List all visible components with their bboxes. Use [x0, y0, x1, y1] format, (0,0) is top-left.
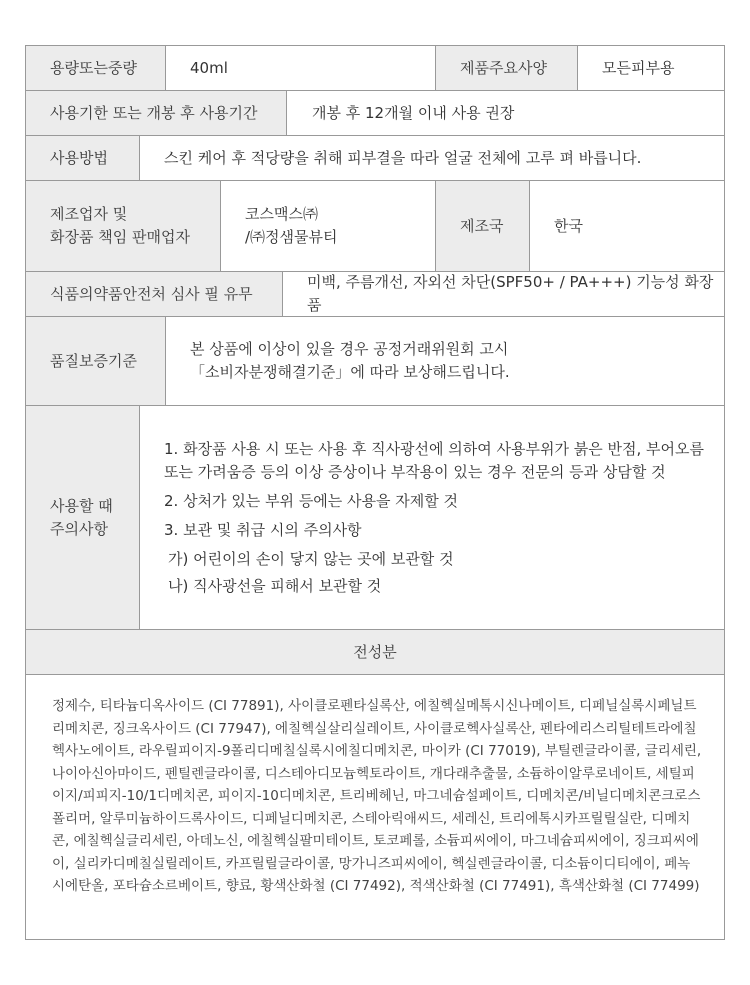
product-info-table	[25, 45, 725, 940]
caution-item-1	[164, 438, 704, 484]
quality-value-line2: 「소비자분쟁해결기준」에 따라 보상해드립니다.	[190, 363, 510, 381]
maker-label-line1: 제조업자 및	[50, 205, 128, 223]
mfds-label: 식품의약품안전처 심사 필 유무	[26, 272, 283, 316]
caution-item-3a: 가) 어린이의 손이 닿지 않는 곳에 보관할 것	[168, 549, 454, 568]
caution-item-1-line1: 1. 화장품 사용 시 또는 사용 후 직사광선에 의하여 사용부위가 붉은 반점, 부어오름	[164, 439, 704, 458]
row-usage	[26, 136, 724, 181]
ingredients-label: 전성분	[26, 630, 724, 674]
usage-label: 사용방법	[26, 136, 140, 180]
caution-label-line1: 사용할 때	[50, 496, 113, 515]
row-mfds	[26, 272, 724, 317]
maker-value	[221, 181, 435, 271]
caution-item-2: 2. 상처가 있는 부위 등에는 사용을 자제할 것	[164, 491, 459, 510]
row-caution	[26, 406, 724, 630]
caution-label	[26, 406, 140, 629]
volume-label: 용량또는중량	[26, 46, 166, 90]
caution-label-line2: 주의사항	[50, 519, 108, 538]
row-expiry	[26, 91, 724, 136]
caution-list	[140, 406, 724, 629]
quality-value	[166, 317, 724, 405]
row-maker	[26, 181, 724, 272]
expiry-label: 사용기한 또는 개봉 후 사용기간	[26, 91, 287, 135]
row-volume	[26, 46, 724, 91]
ingredients-text: 정제수, 티타늄디옥사이드 (CI 77891), 사이클로펜타실록산, 에칠헥실메톡시신나메이트, 디페닐실록시페닐트리메치콘, 징크옥사이드 (CI 77947), 에칠헥실살리실레이트, 사이클로헥사실록산, 펜타에리스리틸테트라에칠헥사노에이트, 라우릴피이지-9폴리디메칠실록시에칠디메치콘, 마이카 (CI 77019), 부틸렌글라이콜, 글리세린, 나이아신아마이드, 펜틸렌글라이콜, 디스테아디모늄헥토라이트, 개다래추출물, 소듐하이알루로네이트, 세틸피이지/피피지-10/1디메치콘, 피이지-10디메치콘, 트리베헤닌, 마그네슘설페이트, 디메치콘/비닐디메치콘크로스폴리머, 알루미늄하이드록사이드, 디페닐디메치콘, 스테아릭애씨드, 세레신, 트리에톡시카프릴릴실란, 디메치콘, 에칠헥실글리세린, 아데노신, 에칠헥실팔미테이트, 토코페롤, 소듐피씨에이, 마그네슘피씨에이, 징크피씨에이, 실리카디메칠실릴레이트, 카프릴릴글라이콜, 망가니즈피씨에이, 헥실렌글라이콜, 디소듐이디티에이, 페녹시에탄올, 포타슘소르베이트, 향료, 황색산화철 (CI 77492), 적색산화철 (CI 77491), 흑색산화철 (CI 77499)	[52, 698, 702, 894]
row-quality	[26, 317, 724, 406]
maker-value-line2: /㈜정샘물뷰티	[245, 228, 338, 246]
maker-label	[26, 181, 221, 271]
caution-item-1-line2: 또는 가려움증 등의 이상 증상이나 부작용이 있는 경우 전문의 등과 상담할 것	[164, 462, 666, 481]
mfds-value: 미백, 주름개선, 자외선 차단(SPF50+ / PA+++) 기능성 화장품	[283, 272, 724, 316]
expiry-value: 개봉 후 12개월 이내 사용 권장	[287, 91, 724, 135]
country-label: 제조국	[435, 181, 530, 271]
quality-label: 품질보증기준	[26, 317, 166, 405]
spec-label: 제품주요사양	[435, 46, 578, 90]
quality-value-line1: 본 상품에 이상이 있을 경우 공정거래위원회 고시	[190, 340, 509, 358]
maker-label-line2: 화장품 책임 판매업자	[50, 228, 190, 246]
caution-item-3: 3. 보관 및 취급 시의 주의사항	[164, 520, 362, 539]
row-ingredients-header	[26, 630, 724, 675]
maker-value-line1: 코스맥스㈜	[245, 205, 318, 223]
volume-value: 40ml	[166, 46, 435, 90]
spec-value: 모든피부용	[578, 46, 724, 90]
usage-value: 스킨 케어 후 적당량을 취해 피부결을 따라 얼굴 전체에 고루 펴 바릅니다.	[140, 136, 724, 180]
country-value: 한국	[530, 181, 724, 271]
caution-item-3b: 나) 직사광선을 피해서 보관할 것	[168, 576, 382, 595]
